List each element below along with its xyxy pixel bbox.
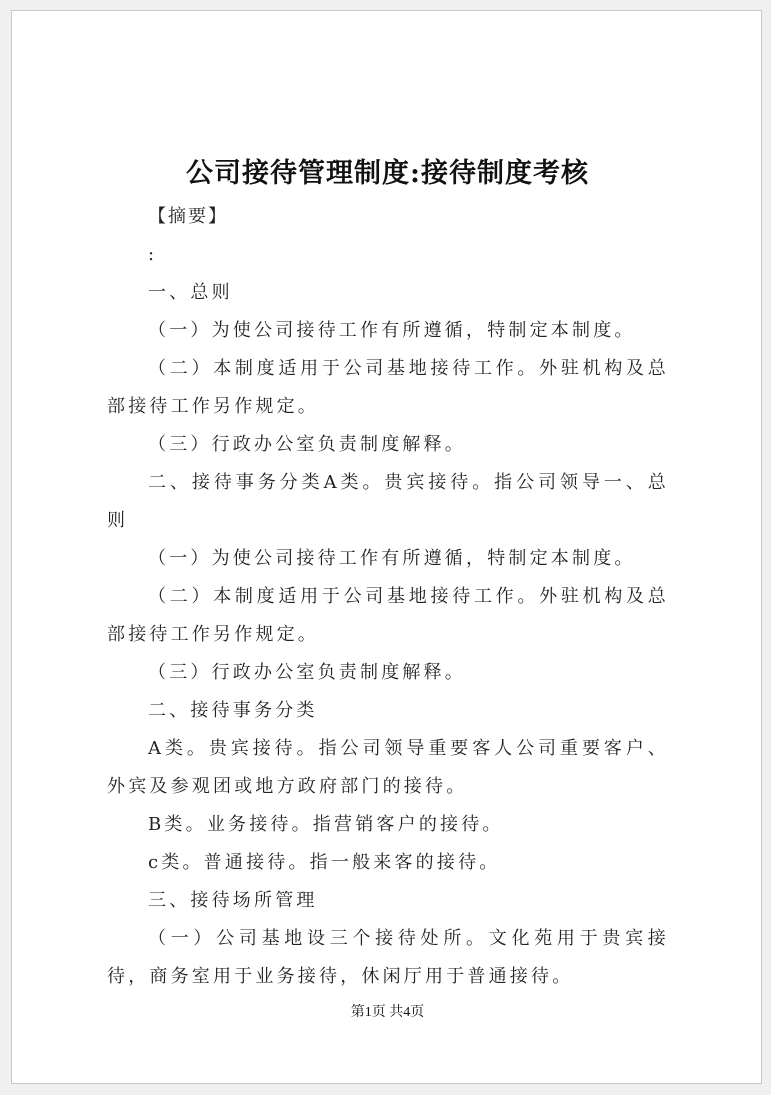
paragraph: （一）公司基地设三个接待处所。文化苑用于贵宾接待，商务室用于业务接待，休闲厅用于普通接待。 (107, 928, 669, 987)
abstract-heading: 【摘要】 (148, 206, 228, 227)
paragraph: （三）行政办公室负责制度解释。 (148, 662, 466, 683)
paragraph: （一）为使公司接待工作有所遵循，特制定本制度。 (148, 548, 636, 569)
paragraph-class-b: B类。业务接待。指营销客户的接待。 (148, 814, 504, 835)
paragraph: （二）本制度适用于公司基地接待工作。外驻机构及总部接待工作另作规定。 (107, 358, 669, 417)
document-body (107, 198, 669, 996)
abstract-colon: : (148, 244, 158, 265)
paragraph: （二）本制度适用于公司基地接待工作。外驻机构及总部接待工作另作规定。 (107, 586, 669, 645)
section-heading-classification: 二、接待事务分类 (148, 700, 318, 721)
section-heading-classification: 二、接待事务分类A类。贵宾接待。指公司领导一、总则 (107, 472, 669, 531)
page-indicator: 第1页 共4页 (350, 1005, 425, 1020)
document-title: 公司接待管理制度:接待制度考核 (186, 158, 589, 189)
paragraph-class-a: A类。贵宾接待。指公司领导重要客人公司重要客户、外宾及参观团或地方政府部门的接待。 (107, 738, 669, 797)
paragraph: （一）为使公司接待工作有所遵循，特制定本制度。 (148, 320, 636, 341)
paragraph-class-c: c类。普通接待。指一般来客的接待。 (148, 852, 501, 873)
document-page (11, 10, 762, 1084)
section-heading-general: 一、总则 (148, 282, 233, 303)
section-heading-venues: 三、接待场所管理 (148, 890, 318, 911)
paragraph: （三）行政办公室负责制度解释。 (148, 434, 466, 455)
